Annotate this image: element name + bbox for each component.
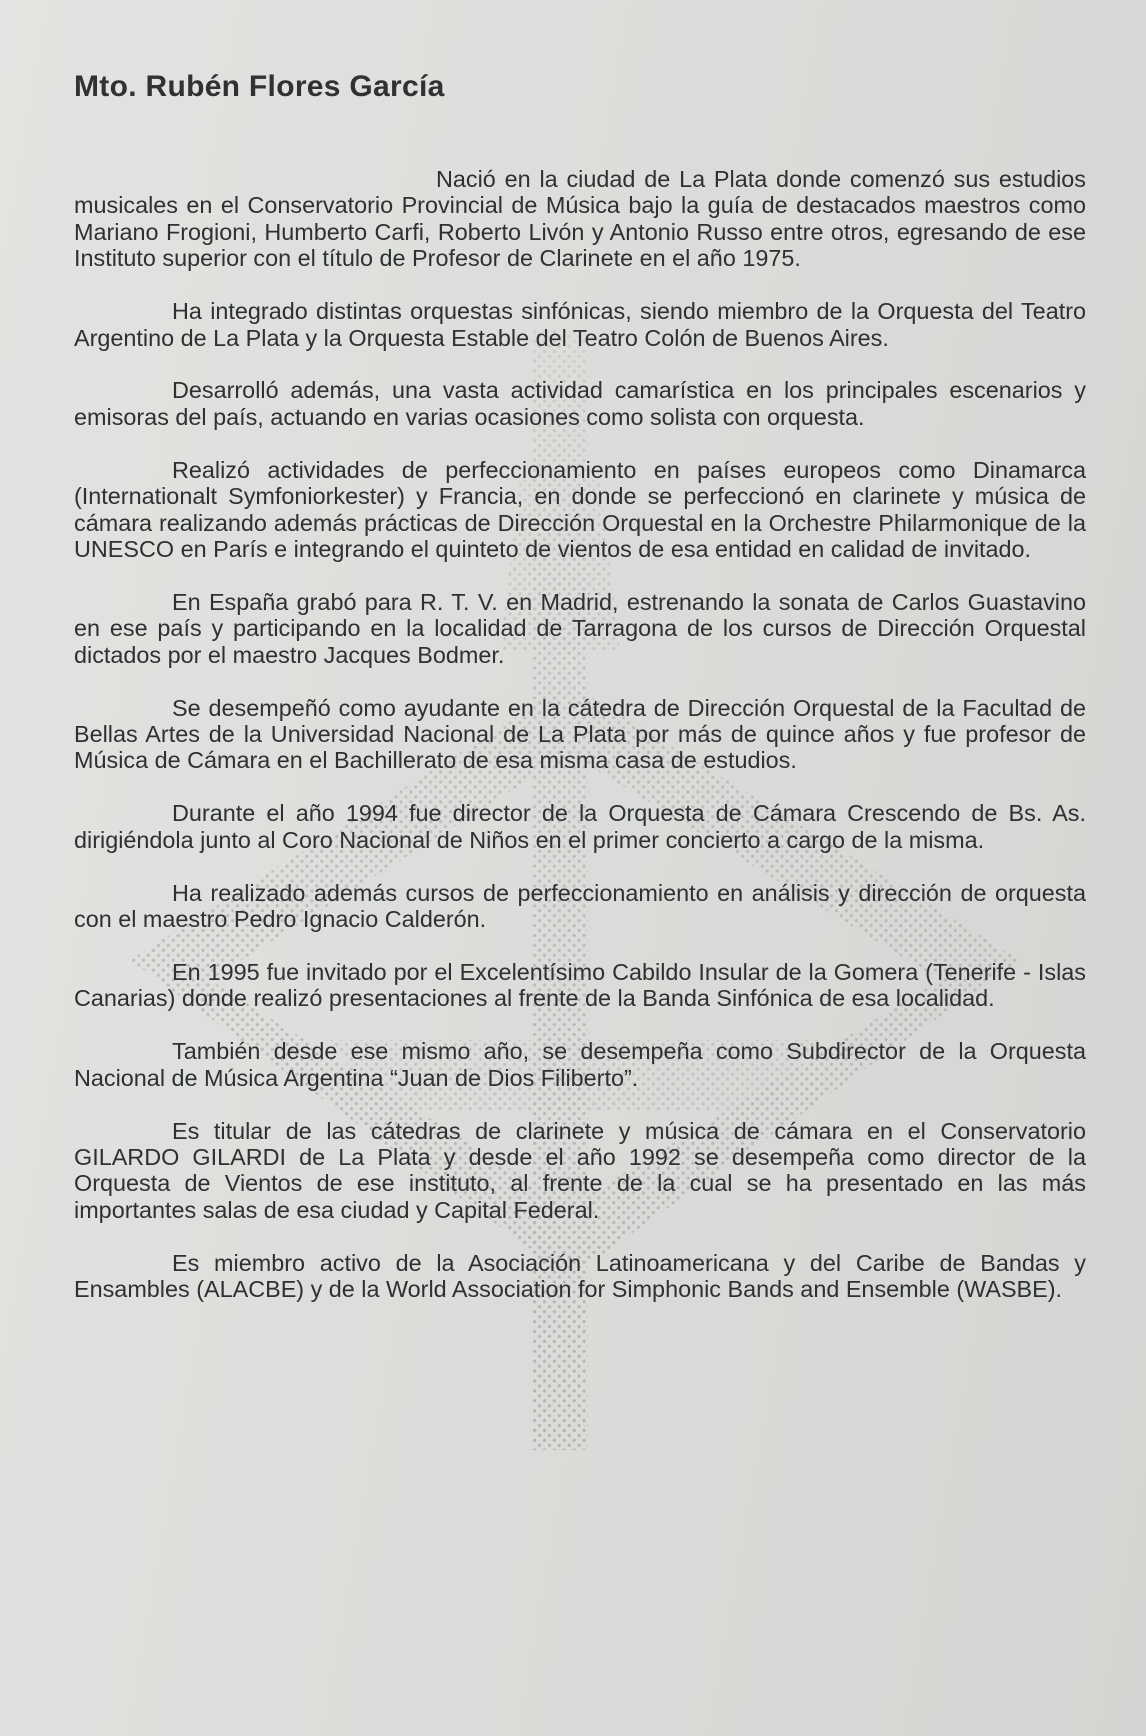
paragraph-3: Desarrolló además, una vasta actividad camarística en los principales escenarios y emisoras del país, actuando en varias ocasiones como solista con orquesta.	[74, 377, 1086, 430]
paragraph-9: En 1995 fue invitado por el Excelentísimo Cabildo Insular de la Gomera (Tenerife - Islas Canarias) donde realizó presentaciones al frente de la Banda Sinfónica de esa localidad.	[74, 958, 1086, 1012]
paragraph-8: Ha realizado además cursos de perfeccionamiento en análisis y dirección de orquesta con el maestro Pedro Ignacio Calderón.	[74, 879, 1086, 933]
paragraph-4: Realizó actividades de perfeccionamiento en países europeos como Dinamarca (Internationalt Symfoniorkester) y Francia, en donde se perfeccionó en clarinete y música de cámara realizando además prácticas de Dirección Orquestal en la Orchestre Philarmonique de la UNESCO en París e integrando el quinteto de vientos de esa entidad en calidad de invitado.	[74, 456, 1086, 562]
paragraph-2: Ha integrado distintas orquestas sinfónicas, siendo miembro de la Orquesta del Teatro Argentino de La Plata y la Orquesta Estable del Teatro Colón de Buenos Aires.	[74, 298, 1086, 351]
paragraph-6: Se desempeñó como ayudante en la cátedra de Dirección Orquestal de la Facultad de Bellas Artes de la Universidad Nacional de La Plata por más de quince años y fue profesor de Música de Cámara en el Bachillerato de esa misma casa de estudios.	[74, 694, 1086, 774]
paragraph-5: En España grabó para R. T. V. en Madrid, estrenando la sonata de Carlos Guastavino en ese país y participando en la localidad de Tarragona de los cursos de Dirección Orquestal dictados por el maestro Jacques Bodmer.	[74, 588, 1086, 668]
paragraph-10: También desde ese mismo año, se desempeña como Subdirector de la Orquesta Nacional de Música Argentina “Juan de Dios Filiberto”.	[74, 1038, 1086, 1091]
document-body	[74, 166, 1086, 1303]
document-title: Mto. Rubén Flores García	[74, 70, 445, 103]
document-content	[74, 70, 1086, 1329]
paragraph-1: Nació en la ciudad de La Plata donde comenzó sus estudios musicales en el Conservatorio Provincial de Música bajo la guía de destacados maestros como Mariano Frogioni, Humberto Carfi, Roberto Livón y Antonio Russo entre otros, egresando de ese Instituto superior con el título de Profesor de Clarinete en el año 1975.	[74, 166, 1086, 272]
paragraph-12: Es miembro activo de la Asociación Latinoamericana y del Caribe de Bandas y Ensambles (ALACBE) y de la World Association for Simphonic Bands and Ensemble (WASBE).	[74, 1249, 1086, 1303]
paragraph-7: Durante el año 1994 fue director de la Orquesta de Cámara Crescendo de Bs. As. dirigiéndola junto al Coro Nacional de Niños en el primer concierto a cargo de la misma.	[74, 800, 1086, 853]
paragraph-11: Es titular de las cátedras de clarinete y música de cámara en el Conservatorio GILARDO GILARDI de La Plata y desde el año 1992 se desempeña como director de la Orquesta de Vientos de ese instituto, al frente de la cual se ha presentado en las más importantes salas de esa ciudad y Capital Federal.	[74, 1117, 1086, 1223]
